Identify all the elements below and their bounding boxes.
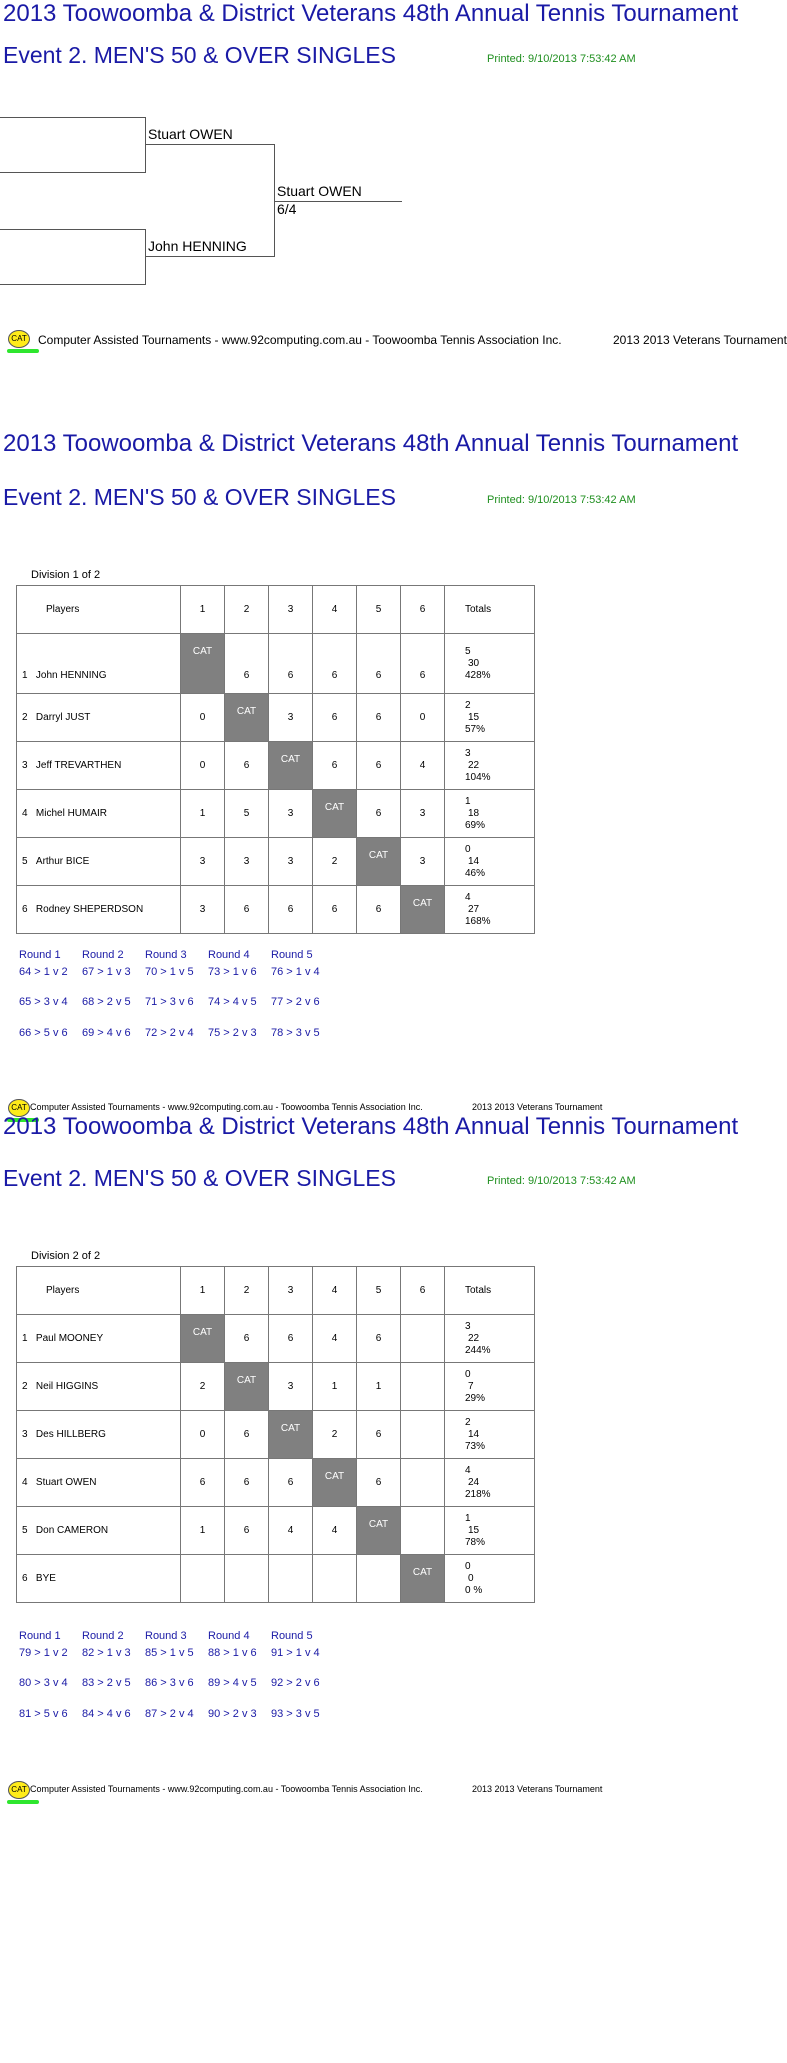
totals-wins: 4 xyxy=(465,891,471,903)
table-row xyxy=(17,1363,535,1411)
totals-games: 0 xyxy=(468,1572,474,1584)
printed-date: Printed: 9/10/2013 7:53:42 AM xyxy=(487,494,636,506)
header-col-3: 3 xyxy=(269,586,313,634)
match-item: 86 > 3 v 6 xyxy=(145,1677,194,1689)
score-cell: 3 xyxy=(401,838,445,886)
score-cell: 6 xyxy=(225,1315,269,1363)
score-cell: 6 xyxy=(357,1411,401,1459)
player-name: Jeff TREVARTHEN xyxy=(35,760,122,771)
totals-cell xyxy=(445,1555,535,1603)
score-cell: 6 xyxy=(269,886,313,934)
score-cell xyxy=(401,1315,445,1363)
table-row xyxy=(17,886,535,934)
totals-cell xyxy=(445,838,535,886)
score-cell: 2 xyxy=(313,1411,357,1459)
player-num: 2 xyxy=(22,1381,28,1392)
score-cell: 6 xyxy=(269,1315,313,1363)
score-cell: 0 xyxy=(401,694,445,742)
score-cell: 4 xyxy=(401,742,445,790)
match-item: 85 > 1 v 5 xyxy=(145,1647,194,1659)
player-num: 1 xyxy=(22,1333,28,1344)
table-row xyxy=(17,1411,535,1459)
match-item: 67 > 1 v 3 xyxy=(82,966,131,978)
player-name: Don CAMERON xyxy=(35,1525,109,1536)
player-num: 1 xyxy=(22,670,28,681)
printed-date: Printed: 9/10/2013 7:53:42 AM xyxy=(487,1175,636,1187)
table-row xyxy=(17,790,535,838)
totals-wins: 0 xyxy=(465,1368,471,1380)
player-name: Michel HUMAIR xyxy=(35,808,108,819)
table-row xyxy=(17,1315,535,1363)
totals-wins: 1 xyxy=(465,795,471,807)
player-num: 5 xyxy=(22,1525,28,1536)
match-item: 89 > 4 v 5 xyxy=(208,1677,257,1689)
score-cell: 6 xyxy=(357,634,401,694)
player-name: Arthur BICE xyxy=(35,856,90,867)
footer-right-text: 2013 2013 Veterans Tournament xyxy=(613,333,787,347)
player-name: John HENNING xyxy=(35,670,107,681)
round-label: Round 4 xyxy=(208,1630,250,1642)
header-col-2: 2 xyxy=(225,1267,269,1315)
match-item: 68 > 2 v 5 xyxy=(82,996,131,1008)
round-label: Round 1 xyxy=(19,949,61,961)
header-totals: Totals xyxy=(445,1267,535,1315)
event-title: Event 2. MEN'S 50 & OVER SINGLES xyxy=(3,484,396,510)
round-label: Round 2 xyxy=(82,949,124,961)
header-col-5: 5 xyxy=(357,586,401,634)
totals-cell xyxy=(445,634,535,694)
score-cell: 1 xyxy=(357,1363,401,1411)
totals-percent: 104% xyxy=(465,771,491,783)
score-cell: 1 xyxy=(313,1363,357,1411)
totals-games: 24 xyxy=(468,1476,480,1488)
totals-games: 14 xyxy=(468,1428,480,1440)
match-item: 74 > 4 v 5 xyxy=(208,996,257,1008)
header-col-6: 6 xyxy=(401,586,445,634)
score-cell: CAT xyxy=(313,1459,357,1507)
match-item: 69 > 4 v 6 xyxy=(82,1027,131,1039)
printed-date: Printed: 9/10/2013 7:53:42 AM xyxy=(487,53,636,65)
score-cell: CAT xyxy=(401,886,445,934)
totals-wins: 2 xyxy=(465,699,471,711)
footer xyxy=(8,1781,668,1807)
score-cell: 2 xyxy=(313,838,357,886)
score-cell: CAT xyxy=(181,1315,225,1363)
round-label: Round 3 xyxy=(145,949,187,961)
player-name: Stuart OWEN xyxy=(35,1477,97,1488)
totals-games: 30 xyxy=(468,657,480,669)
header-col-3: 3 xyxy=(269,1267,313,1315)
totals-games: 22 xyxy=(468,1332,480,1344)
totals-games: 15 xyxy=(468,1524,480,1536)
score-cell xyxy=(181,1555,225,1603)
match-item: 92 > 2 v 6 xyxy=(271,1677,320,1689)
score-cell: 3 xyxy=(401,790,445,838)
player-name: Neil HIGGINS xyxy=(35,1381,99,1392)
round-robin-table xyxy=(16,585,535,934)
round-label: Round 5 xyxy=(271,949,313,961)
score-cell xyxy=(357,1555,401,1603)
match-item: 66 > 5 v 6 xyxy=(19,1027,68,1039)
footer-right-text: 2013 2013 Veterans Tournament xyxy=(472,1102,603,1112)
header-col-4: 4 xyxy=(313,586,357,634)
match-item: 71 > 3 v 6 xyxy=(145,996,194,1008)
score-cell: 6 xyxy=(313,634,357,694)
player-num: 6 xyxy=(22,1573,28,1584)
score-cell: 6 xyxy=(401,634,445,694)
match-item: 81 > 5 v 6 xyxy=(19,1708,68,1720)
totals-cell xyxy=(445,790,535,838)
totals-cell xyxy=(445,1459,535,1507)
player-name: Paul MOONEY xyxy=(35,1333,104,1344)
totals-percent: 244% xyxy=(465,1344,491,1356)
match-item: 90 > 2 v 3 xyxy=(208,1708,257,1720)
score-cell: 0 xyxy=(181,1411,225,1459)
player-name: Des HILLBERG xyxy=(35,1429,106,1440)
totals-percent: 428% xyxy=(465,669,491,681)
score-cell: 6 xyxy=(225,1507,269,1555)
totals-games: 22 xyxy=(468,759,480,771)
bracket-player-top: Stuart OWEN xyxy=(148,126,233,142)
totals-games: 15 xyxy=(468,711,480,723)
score-cell: 6 xyxy=(313,886,357,934)
match-item: 88 > 1 v 6 xyxy=(208,1647,257,1659)
logo-underline xyxy=(7,1800,39,1804)
score-cell: 6 xyxy=(225,634,269,694)
totals-cell xyxy=(445,886,535,934)
totals-wins: 1 xyxy=(465,1512,471,1524)
round-label: Round 1 xyxy=(19,1630,61,1642)
totals-cell xyxy=(445,694,535,742)
player-num: 3 xyxy=(22,760,28,771)
score-cell xyxy=(269,1555,313,1603)
score-cell: 6 xyxy=(357,1459,401,1507)
player-num: 6 xyxy=(22,904,28,915)
header-col-5: 5 xyxy=(357,1267,401,1315)
footer-text: Computer Assisted Tournaments - www.92computing.com.au - Toowoomba Tennis Association Inc. xyxy=(38,333,562,347)
match-item: 64 > 1 v 2 xyxy=(19,966,68,978)
score-cell: 5 xyxy=(225,790,269,838)
score-cell: 3 xyxy=(225,838,269,886)
score-cell: 3 xyxy=(269,1363,313,1411)
header-col-4: 4 xyxy=(313,1267,357,1315)
score-cell: 6 xyxy=(225,886,269,934)
match-item: 78 > 3 v 5 xyxy=(271,1027,320,1039)
score-cell xyxy=(401,1507,445,1555)
score-cell: 4 xyxy=(269,1507,313,1555)
totals-percent: 168% xyxy=(465,915,491,927)
player-num: 3 xyxy=(22,1429,28,1440)
score-cell xyxy=(313,1555,357,1603)
totals-games: 7 xyxy=(468,1380,474,1392)
page-title: 2013 Toowoomba & District Veterans 48th Annual Tennis Tournament xyxy=(3,1113,739,1140)
header-totals: Totals xyxy=(445,586,535,634)
match-item: 80 > 3 v 4 xyxy=(19,1677,68,1689)
totals-cell xyxy=(445,742,535,790)
table-row xyxy=(17,1459,535,1507)
player-num: 2 xyxy=(22,712,28,723)
header-col-1: 1 xyxy=(181,1267,225,1315)
totals-cell xyxy=(445,1507,535,1555)
score-cell: 3 xyxy=(181,838,225,886)
round-robin-table xyxy=(16,1266,535,1603)
score-cell: 3 xyxy=(269,838,313,886)
page-title: 2013 Toowoomba & District Veterans 48th Annual Tennis Tournament xyxy=(3,0,739,27)
score-cell: 6 xyxy=(225,742,269,790)
score-cell xyxy=(401,1363,445,1411)
player-name: Darryl JUST xyxy=(35,712,91,723)
totals-wins: 3 xyxy=(465,747,471,759)
header-players: Players xyxy=(17,1267,181,1315)
cat-logo-icon: CAT xyxy=(8,1781,30,1799)
totals-wins: 0 xyxy=(465,1560,471,1572)
division-label: Division 1 of 2 xyxy=(31,569,101,581)
score-cell: CAT xyxy=(357,1507,401,1555)
score-cell: 6 xyxy=(181,1459,225,1507)
score-cell xyxy=(225,1555,269,1603)
totals-games: 18 xyxy=(468,807,480,819)
score-cell: 3 xyxy=(269,694,313,742)
logo-underline xyxy=(7,349,39,353)
score-cell: 6 xyxy=(357,886,401,934)
totals-percent: 46% xyxy=(465,867,486,879)
totals-cell xyxy=(445,1411,535,1459)
score-cell: CAT xyxy=(357,838,401,886)
footer xyxy=(8,330,787,356)
table-row xyxy=(17,634,535,694)
totals-percent: 29% xyxy=(465,1392,486,1404)
division-label: Division 2 of 2 xyxy=(31,1250,101,1262)
score-cell: CAT xyxy=(401,1555,445,1603)
score-cell: CAT xyxy=(313,790,357,838)
footer-text: Computer Assisted Tournaments - www.92computing.com.au - Toowoomba Tennis Association Inc. xyxy=(30,1784,423,1794)
cat-logo-icon: CAT xyxy=(8,1099,30,1117)
match-item: 76 > 1 v 4 xyxy=(271,966,320,978)
header-players: Players xyxy=(17,586,181,634)
score-cell: 0 xyxy=(181,742,225,790)
header-col-2: 2 xyxy=(225,586,269,634)
score-cell: 6 xyxy=(269,1459,313,1507)
match-item: 84 > 4 v 6 xyxy=(82,1708,131,1720)
score-cell: 1 xyxy=(181,1507,225,1555)
table-row xyxy=(17,742,535,790)
round-label: Round 3 xyxy=(145,1630,187,1642)
totals-wins: 3 xyxy=(465,1320,471,1332)
match-item: 70 > 1 v 5 xyxy=(145,966,194,978)
totals-percent: 78% xyxy=(465,1536,486,1548)
player-num: 4 xyxy=(22,1477,28,1488)
score-cell: CAT xyxy=(269,742,313,790)
score-cell: 6 xyxy=(357,790,401,838)
totals-cell xyxy=(445,1315,535,1363)
score-cell: 3 xyxy=(181,886,225,934)
footer-text: Computer Assisted Tournaments - www.92computing.com.au - Toowoomba Tennis Association Inc. xyxy=(30,1102,423,1112)
match-item: 73 > 1 v 6 xyxy=(208,966,257,978)
score-cell: CAT xyxy=(181,634,225,694)
match-item: 65 > 3 v 4 xyxy=(19,996,68,1008)
round-label: Round 5 xyxy=(271,1630,313,1642)
score-cell: CAT xyxy=(225,694,269,742)
bracket-score: 6/4 xyxy=(277,201,297,217)
totals-percent: 0 % xyxy=(465,1584,483,1596)
match-item: 75 > 2 v 3 xyxy=(208,1027,257,1039)
score-cell xyxy=(401,1459,445,1507)
player-num: 5 xyxy=(22,856,28,867)
match-item: 87 > 2 v 4 xyxy=(145,1708,194,1720)
totals-games: 27 xyxy=(468,903,480,915)
match-item: 83 > 2 v 5 xyxy=(82,1677,131,1689)
bracket-winner: Stuart OWEN xyxy=(277,183,362,199)
match-item: 77 > 2 v 6 xyxy=(271,996,320,1008)
score-cell: 6 xyxy=(357,694,401,742)
score-cell: 1 xyxy=(181,790,225,838)
totals-games: 14 xyxy=(468,855,480,867)
score-cell: 2 xyxy=(181,1363,225,1411)
totals-wins: 5 xyxy=(465,645,471,657)
score-cell: 4 xyxy=(313,1507,357,1555)
score-cell: 3 xyxy=(269,790,313,838)
player-name: BYE xyxy=(35,1573,56,1584)
totals-wins: 0 xyxy=(465,843,471,855)
score-cell xyxy=(401,1411,445,1459)
match-item: 93 > 3 v 5 xyxy=(271,1708,320,1720)
header-col-1: 1 xyxy=(181,586,225,634)
score-cell: 6 xyxy=(225,1411,269,1459)
totals-percent: 57% xyxy=(465,723,486,735)
footer-right-text: 2013 2013 Veterans Tournament xyxy=(472,1784,603,1794)
match-item: 79 > 1 v 2 xyxy=(19,1647,68,1659)
score-cell: 6 xyxy=(313,694,357,742)
cat-logo-icon: CAT xyxy=(8,330,30,348)
round-label: Round 2 xyxy=(82,1630,124,1642)
score-cell: 6 xyxy=(357,742,401,790)
bracket-player-bottom: John HENNING xyxy=(148,238,247,254)
score-cell: CAT xyxy=(269,1411,313,1459)
table-row xyxy=(17,838,535,886)
score-cell: 6 xyxy=(313,742,357,790)
totals-cell xyxy=(445,1363,535,1411)
header-col-6: 6 xyxy=(401,1267,445,1315)
table-row xyxy=(17,1507,535,1555)
match-item: 72 > 2 v 4 xyxy=(145,1027,194,1039)
event-title: Event 2. MEN'S 50 & OVER SINGLES xyxy=(3,42,396,68)
player-num: 4 xyxy=(22,808,28,819)
score-cell: 6 xyxy=(225,1459,269,1507)
event-title: Event 2. MEN'S 50 & OVER SINGLES xyxy=(3,1165,396,1191)
totals-percent: 73% xyxy=(465,1440,486,1452)
match-item: 82 > 1 v 3 xyxy=(82,1647,131,1659)
match-item: 91 > 1 v 4 xyxy=(271,1647,320,1659)
score-cell: CAT xyxy=(225,1363,269,1411)
player-name: Rodney SHEPERDSON xyxy=(35,904,144,915)
totals-wins: 2 xyxy=(465,1416,471,1428)
totals-percent: 69% xyxy=(465,819,486,831)
page-title: 2013 Toowoomba & District Veterans 48th Annual Tennis Tournament xyxy=(3,430,739,457)
score-cell: 6 xyxy=(357,1315,401,1363)
table-row xyxy=(17,1555,535,1603)
totals-percent: 218% xyxy=(465,1488,491,1500)
round-label: Round 4 xyxy=(208,949,250,961)
table-row xyxy=(17,694,535,742)
score-cell: 4 xyxy=(313,1315,357,1363)
score-cell: 0 xyxy=(181,694,225,742)
score-cell: 6 xyxy=(269,634,313,694)
totals-wins: 4 xyxy=(465,1464,471,1476)
